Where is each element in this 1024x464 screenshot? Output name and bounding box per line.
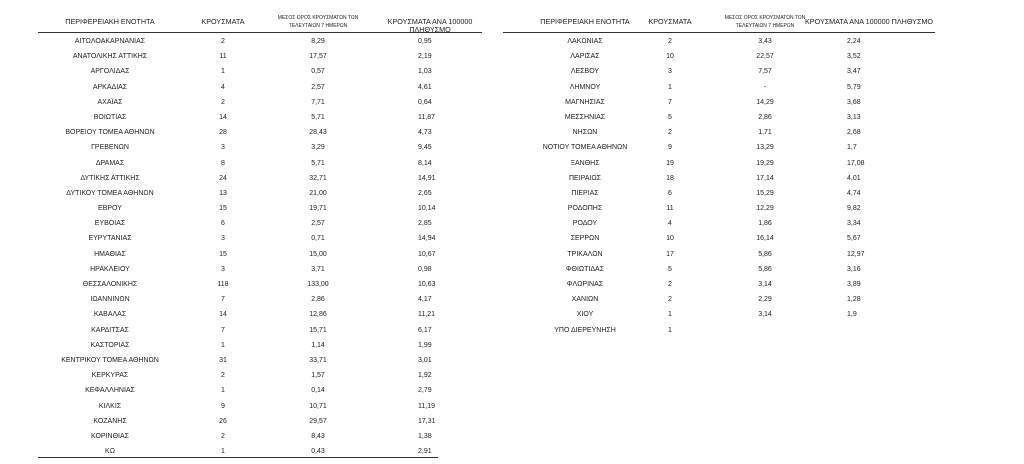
cell-region: ΚΑΣΤΟΡΙΑΣ xyxy=(90,341,130,349)
cell-per100k: 1,03 xyxy=(418,68,432,76)
cell-avg: 7,71 xyxy=(311,98,325,106)
cell-region: ΕΒΡΟΥ xyxy=(98,205,122,213)
cell-region: ΠΕΙΡΑΙΩΣ xyxy=(569,174,601,182)
cell-per100k: 1,7 xyxy=(847,144,857,152)
cell-cases: 15 xyxy=(219,250,227,258)
table-header xyxy=(38,12,482,33)
cell-cases: 7 xyxy=(668,98,672,106)
cell-avg: 14,29 xyxy=(756,98,774,106)
cell-avg: 12,29 xyxy=(756,205,774,213)
cell-region: ΚΙΛΚΙΣ xyxy=(98,402,122,410)
cell-per100k: 0,64 xyxy=(418,98,432,106)
table-body xyxy=(503,33,935,337)
cell-per100k: 2,91 xyxy=(418,448,432,456)
cell-per100k: 1,92 xyxy=(418,372,432,380)
table-row xyxy=(503,185,935,200)
header-cases: ΚΡΟΥΣΜΑΤΑ xyxy=(201,17,245,26)
cell-cases: 8 xyxy=(221,159,225,167)
table-row xyxy=(38,185,482,200)
cell-per100k: 2,79 xyxy=(418,387,432,395)
cell-region: ΦΘΙΩΤΙΔΑΣ xyxy=(565,265,605,273)
cell-cases: 2 xyxy=(221,432,225,440)
table-row xyxy=(38,63,482,78)
cell-region: ΚΑΡΔΙΤΣΑΣ xyxy=(91,326,129,334)
cell-cases: 1 xyxy=(221,448,225,456)
cell-avg: 17,57 xyxy=(309,53,327,61)
cell-avg: 2,29 xyxy=(758,296,772,304)
header-avg: ΜΕΣΟΣ ΟΡΟΣ ΚΡΟΥΣΜΑΤΩΝ ΤΩΝ ΤΕΛΕΥΤΑΙΩΝ 7 ΗΜΕΡΩΝ xyxy=(724,15,806,29)
cell-per100k: 10,14 xyxy=(418,205,436,213)
cell-cases: 2 xyxy=(668,38,672,45)
cell-per100k: 4,01 xyxy=(847,174,861,182)
cell-region: ΒΟΙΩΤΙΑΣ xyxy=(93,113,127,121)
cell-avg: 29,57 xyxy=(309,417,327,425)
cell-per100k: 9,45 xyxy=(418,144,432,152)
cell-per100k: 3,34 xyxy=(847,220,861,228)
cell-cases: 13 xyxy=(219,189,227,197)
cell-region: ΥΠΟ ΔΙΕΡΕΥΝΗΣΗ xyxy=(554,326,616,334)
cell-per100k: 2,24 xyxy=(847,38,861,45)
cell-per100k: 4,17 xyxy=(418,296,432,304)
cell-per100k: 11,19 xyxy=(418,402,435,410)
cell-avg: 19,29 xyxy=(756,159,774,167)
cell-cases: 4 xyxy=(668,220,672,228)
cell-cases: 17 xyxy=(666,250,674,258)
cell-avg: 5,86 xyxy=(758,250,772,258)
cell-cases: 5 xyxy=(668,265,672,273)
cell-per100k: 14,91 xyxy=(418,174,436,182)
cell-avg: 22,57 xyxy=(756,53,774,61)
cell-cases: 10 xyxy=(666,53,674,61)
cell-avg: 3,43 xyxy=(758,38,772,45)
table-row xyxy=(503,94,935,109)
cell-avg: 3,29 xyxy=(311,144,325,152)
cell-region: ΑΡΚΑΔΙΑΣ xyxy=(92,83,128,91)
cell-cases: 18 xyxy=(666,174,674,182)
cell-avg: 2,57 xyxy=(311,83,325,91)
cell-avg: 28,43 xyxy=(309,129,327,137)
cell-region: ΧΑΝΙΩΝ xyxy=(571,296,599,304)
cell-cases: 1 xyxy=(668,326,672,334)
cell-region: ΚΕΝΤΡΙΚΟΥ ΤΟΜΕΑ ΑΘΗΝΩΝ xyxy=(61,356,159,364)
table-header xyxy=(503,12,935,33)
cell-per100k: 2,85 xyxy=(418,220,432,228)
cell-avg: 32,71 xyxy=(309,174,327,182)
cell-avg: 15,71 xyxy=(309,326,327,334)
cell-region: ΠΙΕΡΙΑΣ xyxy=(571,189,599,197)
cell-avg: - xyxy=(763,83,767,91)
cell-avg: 19,71 xyxy=(309,205,327,213)
cell-per100k: 2,68 xyxy=(847,129,861,137)
table-row xyxy=(503,170,935,185)
table-row xyxy=(503,48,935,63)
cell-cases: 2 xyxy=(221,372,225,380)
cell-avg: 1,86 xyxy=(758,220,772,228)
cell-per100k: 4,61 xyxy=(418,83,432,91)
cell-cases: 3 xyxy=(668,68,672,76)
cell-region: ΑΙΤΩΛΟΑΚΑΡΝΑΝΙΑΣ xyxy=(74,38,146,45)
cell-per100k: 17,08 xyxy=(847,159,865,167)
table-row xyxy=(503,215,935,230)
table-row xyxy=(38,246,482,261)
cell-per100k: 6,17 xyxy=(418,326,432,334)
cell-cases: 11 xyxy=(666,205,674,213)
cell-region: ΗΡΑΚΛΕΙΟΥ xyxy=(90,265,130,273)
table-body xyxy=(38,33,482,458)
cell-cases: 1 xyxy=(668,83,672,91)
cell-avg: 7,57 xyxy=(758,68,772,76)
cell-region: ΒΟΡΕΙΟΥ ΤΟΜΕΑ ΑΘΗΝΩΝ xyxy=(65,129,155,137)
table-row xyxy=(38,139,482,154)
cell-avg: 15,00 xyxy=(309,250,327,258)
cell-avg: 2,57 xyxy=(311,220,325,228)
cell-per100k: 0,95 xyxy=(418,38,432,45)
header-per100k: ΚΡΟΥΣΜΑΤΑ ΑΝΑ 100000 ΠΛΗΘΥΣΜΟ xyxy=(387,17,473,34)
cell-region: ΛΕΣΒΟΥ xyxy=(570,68,600,76)
cell-region: ΚΑΒΑΛΑΣ xyxy=(93,311,127,319)
cell-cases: 9 xyxy=(668,144,672,152)
cell-avg: 8,29 xyxy=(311,38,325,45)
left-table xyxy=(38,12,482,458)
cell-cases: 19 xyxy=(666,159,674,167)
cell-region: ΤΡΙΚΑΛΩΝ xyxy=(567,250,603,258)
cell-per100k: 4,73 xyxy=(418,129,432,137)
cell-region: ΔΥΤΙΚΗΣ ΑΤΤΙΚΗΣ xyxy=(80,174,140,182)
cell-per100k: 11,87 xyxy=(418,113,435,121)
cell-avg: 2,86 xyxy=(758,113,772,121)
table-row xyxy=(38,443,482,458)
cell-avg: 5,71 xyxy=(311,113,325,121)
cell-per100k: 2,19 xyxy=(418,53,432,61)
cell-cases: 2 xyxy=(221,38,225,45)
header-region: ΠΕΡΙΦΕΡΕΙΑΚΗ ΕΝΟΤΗΤΑ xyxy=(540,17,630,26)
cell-region: ΦΛΩΡΙΝΑΣ xyxy=(566,281,604,288)
cell-region: ΔΡΑΜΑΣ xyxy=(95,159,125,167)
cell-region: ΝΟΤΙΟΥ ΤΟΜΕΑ ΑΘΗΝΩΝ xyxy=(542,144,628,152)
cell-cases: 14 xyxy=(219,311,227,319)
cell-avg: 0,57 xyxy=(311,68,325,76)
cell-cases: 31 xyxy=(219,356,227,364)
cell-region: ΚΕΦΑΛΛΗΝΙΑΣ xyxy=(85,387,135,395)
cell-cases: 7 xyxy=(221,296,225,304)
cell-cases: 3 xyxy=(221,265,225,273)
cell-region: ΜΑΓΝΗΣΙΑΣ xyxy=(565,98,605,106)
cell-avg: 1,71 xyxy=(758,129,772,137)
cell-cases: 5 xyxy=(668,113,672,121)
table-row xyxy=(38,382,482,397)
cell-avg: 3,14 xyxy=(758,311,772,319)
cell-cases: 10 xyxy=(666,235,674,243)
cell-region: ΚΟΖΑΝΗΣ xyxy=(93,417,127,425)
cell-cases: 11 xyxy=(219,53,227,61)
cell-per100k: 3,52 xyxy=(847,53,861,61)
cell-avg: 5,71 xyxy=(311,159,325,167)
cell-cases: 26 xyxy=(219,417,227,425)
cell-avg: 10,71 xyxy=(309,402,327,410)
table-row xyxy=(38,124,482,139)
table-row xyxy=(503,261,935,276)
cell-per100k: 14,94 xyxy=(418,235,436,243)
cell-cases: 14 xyxy=(219,113,227,121)
cell-avg: 15,29 xyxy=(756,189,774,197)
header-cases: ΚΡΟΥΣΜΑΤΑ xyxy=(648,17,692,26)
table-row xyxy=(503,306,935,321)
table-row xyxy=(38,48,482,63)
cell-region: ΛΗΜΝΟΥ xyxy=(569,83,601,91)
cell-cases: 7 xyxy=(221,326,225,334)
header-avg: ΜΕΣΟΣ ΟΡΟΣ ΚΡΟΥΣΜΑΤΩΝ ΤΩΝ ΤΕΛΕΥΤΑΙΩΝ 7 ΗΜΕΡΩΝ xyxy=(277,15,359,29)
table-row xyxy=(38,261,482,276)
right-table xyxy=(503,12,935,337)
cell-per100k: 10,63 xyxy=(418,281,436,288)
cell-per100k: 1,99 xyxy=(418,341,432,349)
table-row xyxy=(38,276,482,291)
cell-cases: 2 xyxy=(221,98,225,106)
table-row xyxy=(503,246,935,261)
table-row xyxy=(38,337,482,352)
cell-cases: 3 xyxy=(221,235,225,243)
table-row xyxy=(503,33,935,48)
cell-cases: 118 xyxy=(217,281,229,288)
cell-per100k: 0,98 xyxy=(418,265,432,273)
cell-region: ΙΩΑΝΝΙΝΩΝ xyxy=(90,296,130,304)
table-row xyxy=(38,291,482,306)
cell-region: ΝΗΣΩΝ xyxy=(572,129,598,137)
table-bottom-border xyxy=(38,457,438,458)
cell-per100k: 1,38 xyxy=(418,432,432,440)
table-row xyxy=(503,291,935,306)
table-row xyxy=(503,155,935,170)
header-region: ΠΕΡΙΦΕΡΕΙΑΚΗ ΕΝΟΤΗΤΑ xyxy=(65,17,155,26)
cell-cases: 1 xyxy=(221,68,225,76)
cell-avg: 1,14 xyxy=(311,341,325,349)
cell-per100k: 4,74 xyxy=(847,189,861,197)
cell-cases: 2 xyxy=(668,129,672,137)
cell-avg: 12,86 xyxy=(309,311,327,319)
cell-per100k: 12,97 xyxy=(847,250,865,258)
table-row xyxy=(503,79,935,94)
table-row xyxy=(38,322,482,337)
cell-avg: 16,14 xyxy=(756,235,774,243)
cell-avg: 1,57 xyxy=(311,372,325,380)
cell-avg: 2,86 xyxy=(311,296,325,304)
cell-region: ΕΥΒΟΙΑΣ xyxy=(94,220,126,228)
cell-per100k: 1,28 xyxy=(847,296,861,304)
cell-region: ΗΜΑΘΙΑΣ xyxy=(94,250,126,258)
table-row xyxy=(503,322,935,337)
table-row xyxy=(38,413,482,428)
cell-avg: 33,71 xyxy=(309,356,327,364)
table-row xyxy=(503,109,935,124)
cell-cases: 1 xyxy=(221,387,225,395)
cell-avg: 21,00 xyxy=(309,189,327,197)
cell-region: ΜΕΣΣΗΝΙΑΣ xyxy=(564,113,606,121)
cell-per100k: 11,21 xyxy=(418,311,435,319)
table-row xyxy=(38,200,482,215)
cell-region: ΡΟΔΟΠΗΣ xyxy=(567,205,603,213)
table-row xyxy=(503,230,935,245)
cell-cases: 3 xyxy=(221,144,225,152)
table-row xyxy=(38,428,482,443)
cell-per100k: 2,65 xyxy=(418,189,432,197)
cell-cases: 2 xyxy=(668,281,672,288)
cell-per100k: 3,89 xyxy=(847,281,861,288)
table-row xyxy=(503,139,935,154)
cell-region: ΚΩ xyxy=(105,448,115,456)
table-row xyxy=(38,170,482,185)
table-row xyxy=(38,33,482,48)
cell-cases: 15 xyxy=(219,205,227,213)
cell-cases: 4 xyxy=(221,83,225,91)
cell-avg: 3,14 xyxy=(758,281,772,288)
cell-per100k: 3,13 xyxy=(847,113,861,121)
cell-region: ΔΥΤΙΚΟΥ ΤΟΜΕΑ ΑΘΗΝΩΝ xyxy=(66,189,154,197)
table-row xyxy=(38,367,482,382)
cell-avg: 13,29 xyxy=(756,144,774,152)
cell-avg: 8,43 xyxy=(311,432,325,440)
cell-region: ΡΟΔΟΥ xyxy=(572,220,598,228)
cell-region: ΘΕΣΣΑΛΟΝΙΚΗΣ xyxy=(82,281,138,288)
cell-cases: 9 xyxy=(221,402,225,410)
cell-cases: 24 xyxy=(219,174,227,182)
cell-region: ΛΑΚΩΝΙΑΣ xyxy=(567,38,603,45)
cell-cases: 6 xyxy=(668,189,672,197)
cell-region: ΓΡΕΒΕΝΩΝ xyxy=(91,144,129,152)
cell-avg: 0,71 xyxy=(311,235,325,243)
cell-per100k: 8,14 xyxy=(418,159,432,167)
cell-avg: 133,00 xyxy=(307,281,329,288)
table-row xyxy=(38,109,482,124)
cell-region: ΣΕΡΡΩΝ xyxy=(570,235,600,243)
cell-per100k: 10,67 xyxy=(418,250,436,258)
cell-avg: 5,86 xyxy=(758,265,772,273)
cell-avg: 0,14 xyxy=(311,387,325,395)
table-row xyxy=(503,124,935,139)
table-row xyxy=(503,276,935,291)
cell-per100k: 3,68 xyxy=(847,98,861,106)
cell-cases: 1 xyxy=(221,341,225,349)
cell-per100k: 17,31 xyxy=(418,417,436,425)
header-per100k: ΚΡΟΥΣΜΑΤΑ ΑΝΑ 100000 ΠΛΗΘΥΣΜΟ xyxy=(805,17,933,26)
cell-region: ΚΟΡΙΝΘΙΑΣ xyxy=(91,432,129,440)
table-row xyxy=(38,352,482,367)
cell-per100k: 3,16 xyxy=(847,265,861,273)
table-row xyxy=(38,94,482,109)
table-row xyxy=(38,155,482,170)
cell-per100k: 5,67 xyxy=(847,235,861,243)
cell-per100k: 3,47 xyxy=(847,68,861,76)
cell-cases: 1 xyxy=(668,311,672,319)
cell-region: ΑΡΓΟΛΙΔΑΣ xyxy=(90,68,130,76)
cell-region: ΑΝΑΤΟΛΙΚΗΣ ΑΤΤΙΚΗΣ xyxy=(72,53,148,61)
table-row xyxy=(38,79,482,94)
cell-region: ΑΧΑΪΑΣ xyxy=(97,98,123,106)
table-row xyxy=(38,398,482,413)
cell-per100k: 5,79 xyxy=(847,83,861,91)
cell-cases: 2 xyxy=(668,296,672,304)
cell-per100k: 1,9 xyxy=(847,311,857,319)
table-row xyxy=(503,63,935,78)
cell-region: ΛΑΡΙΣΑΣ xyxy=(570,53,600,61)
table-row xyxy=(38,215,482,230)
cell-region: ΧΙΟΥ xyxy=(576,311,594,319)
cell-region: ΞΑΝΘΗΣ xyxy=(570,159,600,167)
cell-cases: 28 xyxy=(219,129,227,137)
table-row xyxy=(38,230,482,245)
cell-per100k: 9,82 xyxy=(847,205,861,213)
table-row xyxy=(38,306,482,321)
cell-avg: 17,14 xyxy=(756,174,774,182)
cell-avg: 3,71 xyxy=(311,265,325,273)
cell-region: ΚΕΡΚΥΡΑΣ xyxy=(91,372,129,380)
table-row xyxy=(503,200,935,215)
cell-avg: 0,43 xyxy=(311,448,325,456)
cell-per100k: 3,01 xyxy=(418,356,432,364)
cell-region: ΕΥΡΥΤΑΝΙΑΣ xyxy=(88,235,132,243)
cell-cases: 6 xyxy=(221,220,225,228)
